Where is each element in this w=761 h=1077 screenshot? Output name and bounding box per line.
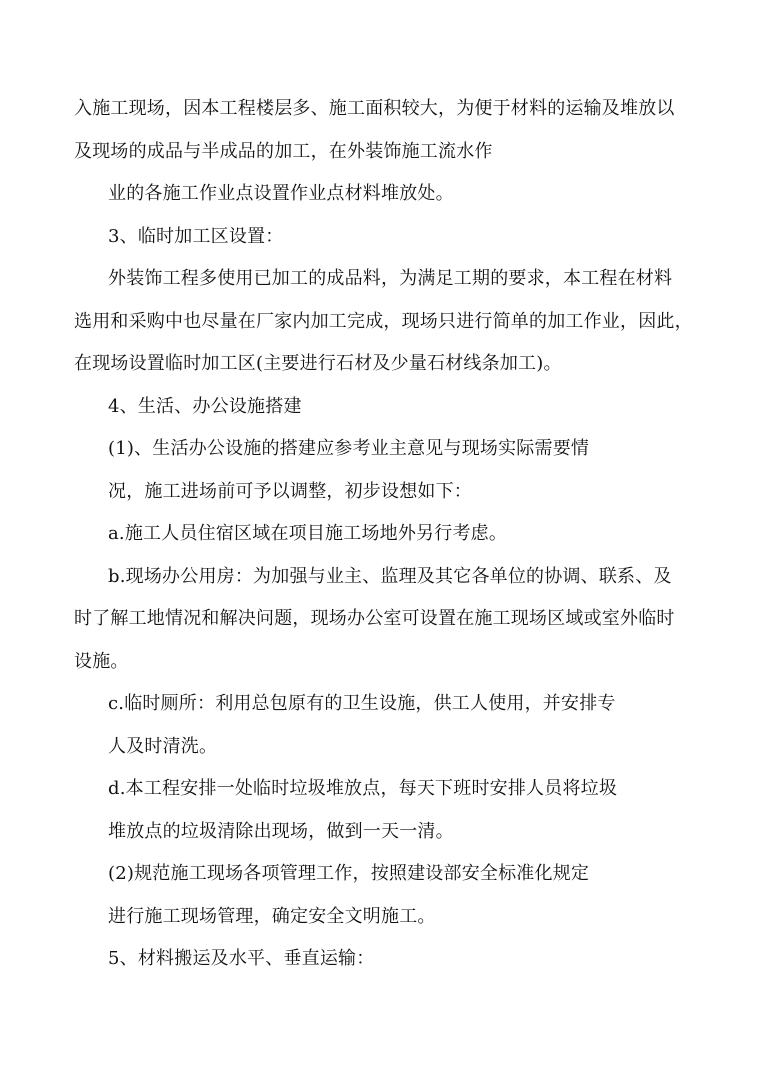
list-item: a.施工人员住宿区域在项目施工场地外另行考虑。 xyxy=(108,523,508,544)
text-line: (2)规范施工现场各项管理工作，按照建设部安全标准化规定 xyxy=(108,863,590,884)
text-line: 况，施工进场前可予以调整，初步设想如下： xyxy=(108,481,472,502)
text-line: 及现场的成品与半成品的加工，在外装饰施工流水作 xyxy=(74,141,493,162)
list-item: c.临时厕所：利用总包原有的卫生设施，供工人使用，并安排专 xyxy=(108,693,616,714)
text-line: 进行施工现场管理，确定安全文明施工。 xyxy=(108,906,436,927)
text-line: 在现场设置临时加工区(主要进行石材及少量石材线条加工)。 xyxy=(74,353,562,374)
list-item: d.本工程安排一处临时垃圾堆放点，每天下班时安排人员将垃圾 xyxy=(108,778,618,799)
text-line: 入施工现场，因本工程楼层多、施工面积较大，为便于材料的运输及堆放以 xyxy=(74,98,675,119)
section-heading: 4、生活、办公设施搭建 xyxy=(108,396,302,417)
text-line: 设施。 xyxy=(74,651,129,672)
text-line: 堆放点的垃圾清除出现场，做到一天一清。 xyxy=(108,821,454,842)
text-line: 业的各施工作业点设置作业点材料堆放处。 xyxy=(108,183,454,204)
text-line: 选用和采购中也尽量在厂家内加工完成，现场只进行简单的加工作业，因此， xyxy=(74,311,693,332)
text-line: 人及时清洗。 xyxy=(108,736,218,757)
text-line: 外装饰工程多使用已加工的成品料，为满足工期的要求，本工程在材料 xyxy=(108,268,673,289)
section-heading: 5、材料搬运及水平、垂直运输： xyxy=(108,948,375,969)
text-line: (1)、生活办公设施的搭建应参考业主意见与现场实际需要情 xyxy=(108,438,590,459)
text-line: 时了解工地情况和解决问题，现场办公室可设置在施工现场区域或室外临时 xyxy=(74,608,675,629)
section-heading: 3、临时加工区设置： xyxy=(108,226,284,247)
list-item: b.现场办公用房：为加强与业主、监理及其它各单位的协调、联系、及 xyxy=(108,566,672,587)
